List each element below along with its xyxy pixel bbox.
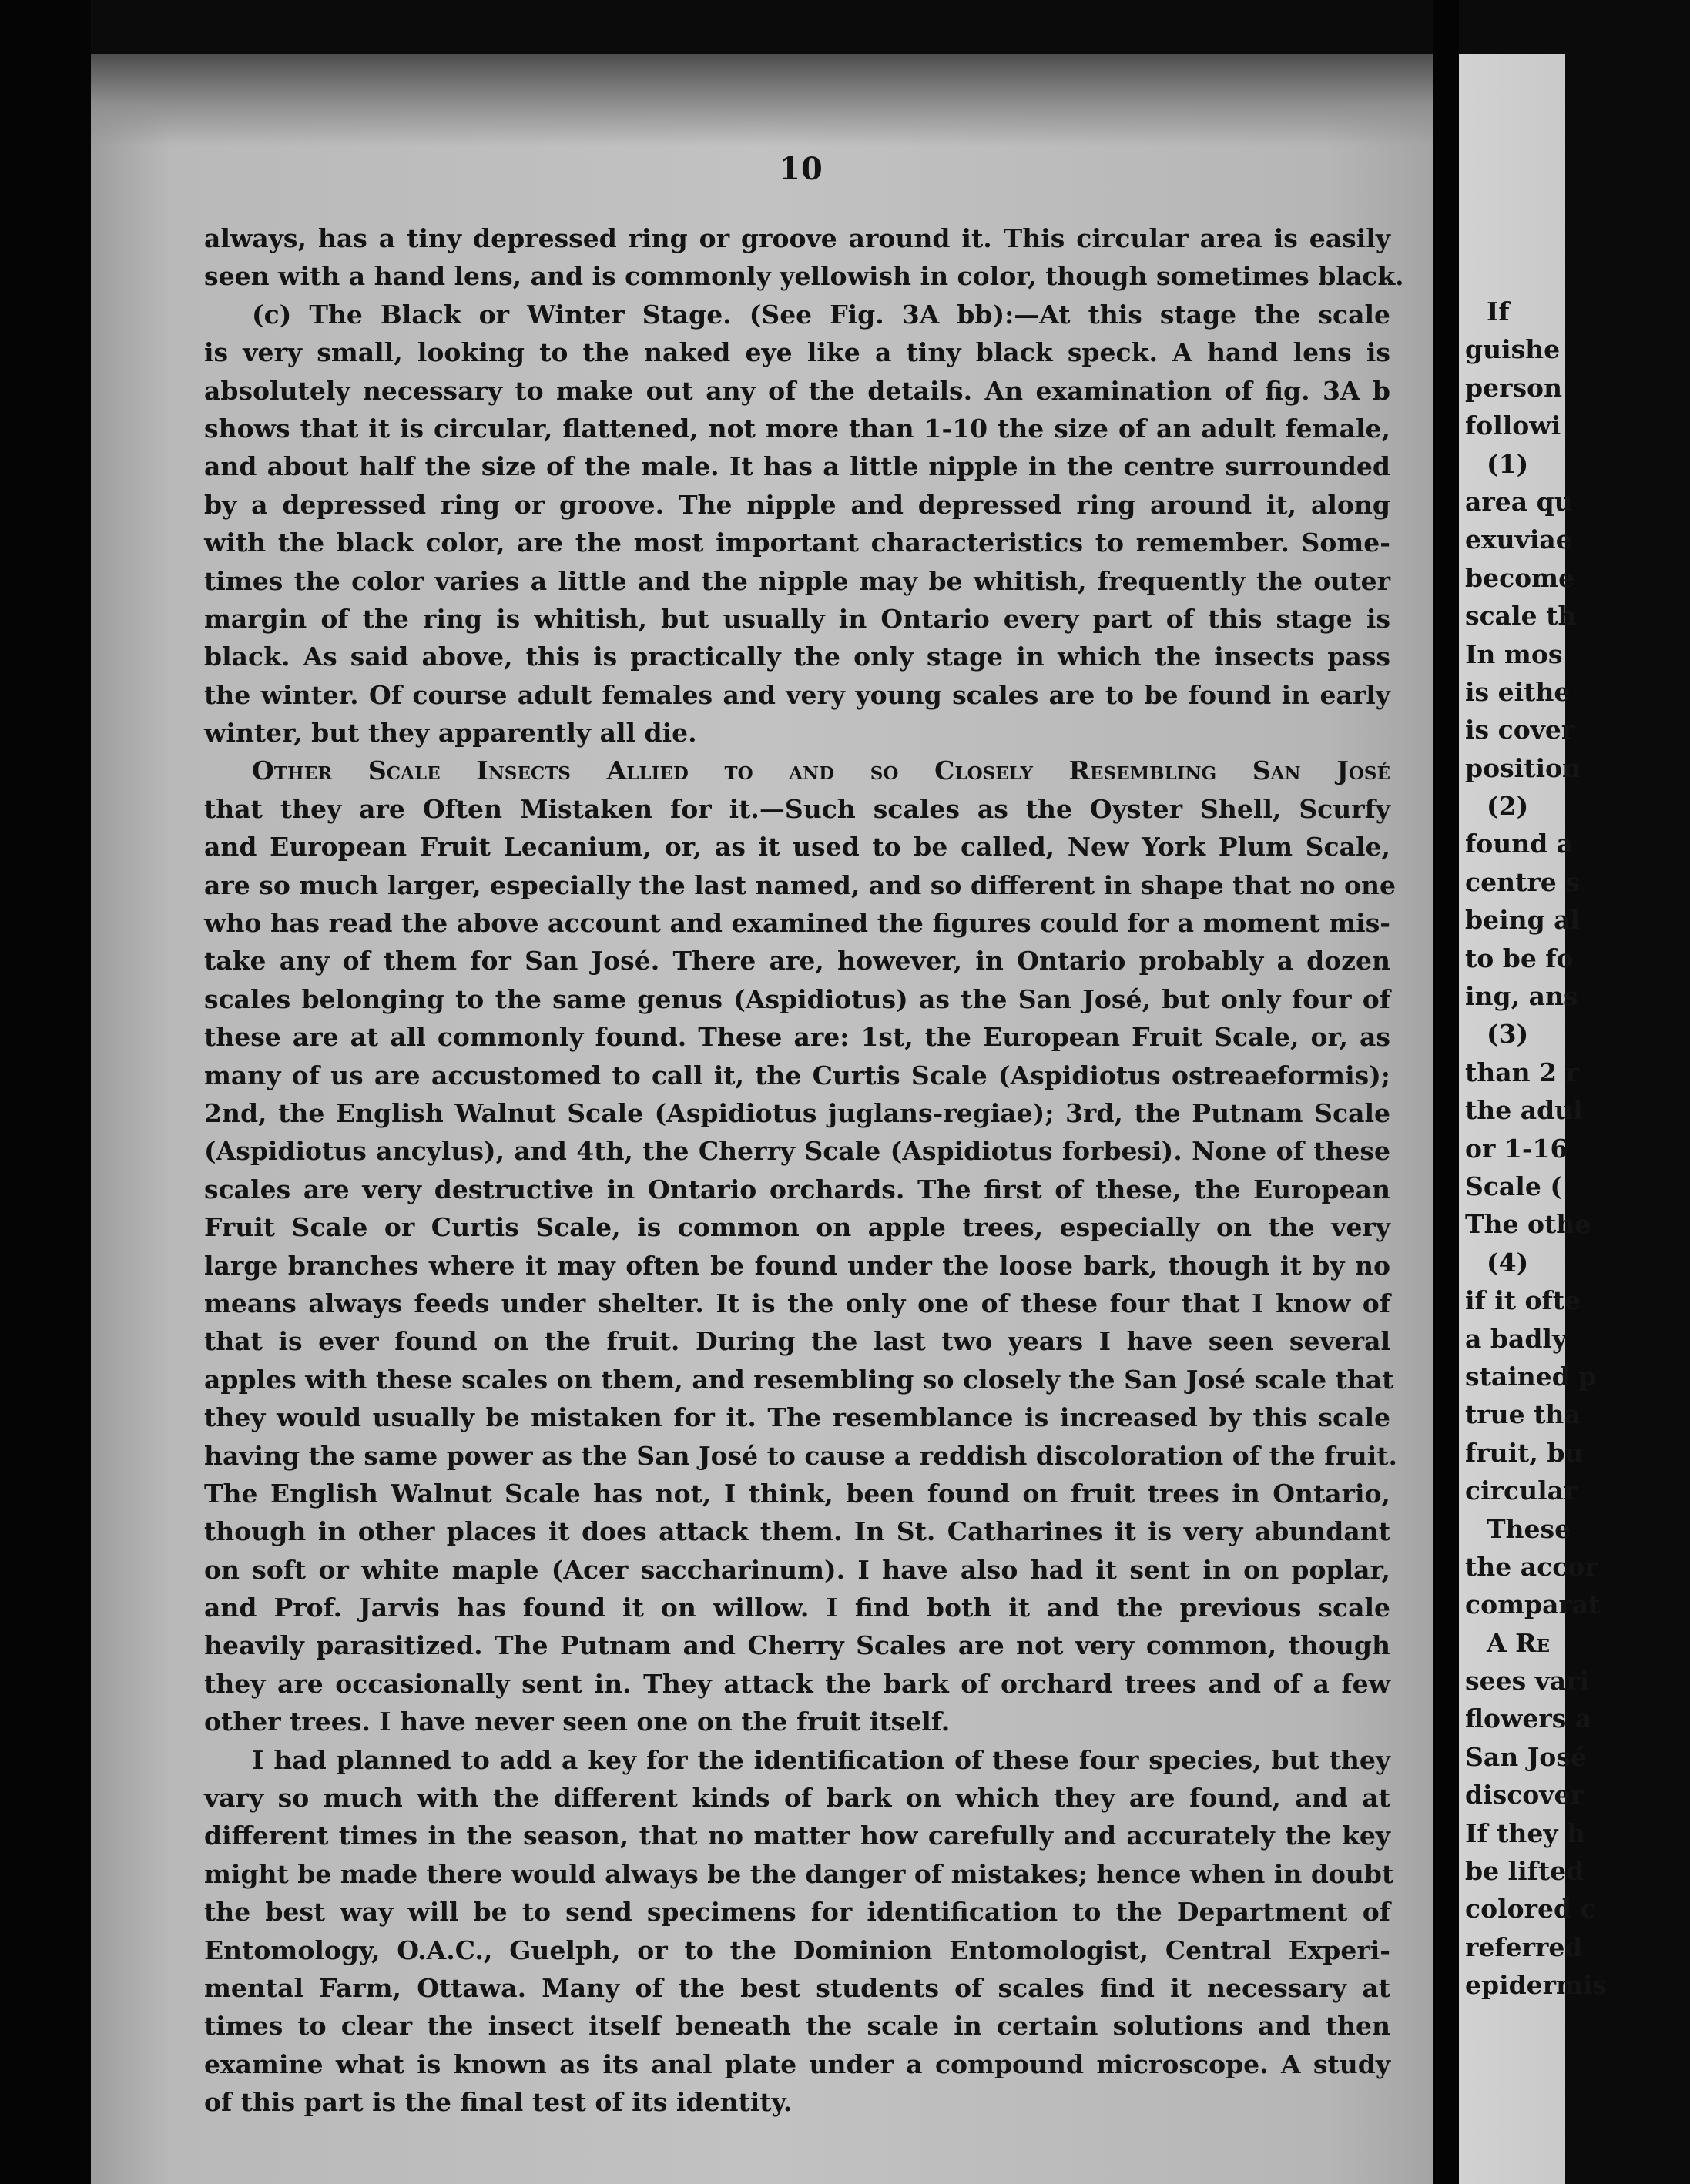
facing-text-fragment: (3): [1487, 1019, 1529, 1050]
text-line: of this part is the final test of its identity.: [204, 2087, 793, 2118]
facing-text-fragment: become: [1465, 562, 1575, 593]
facing-text-fragment: scale th: [1465, 601, 1577, 631]
text-line: and European Fruit Lecanium, or, as it used to be called, New York Plum Scale,: [204, 832, 1390, 863]
text-line: who has read the above account and examined the figures could for a moment mis-: [204, 908, 1390, 939]
text-line: means always feeds under shelter. It is the only one of these four that I know of: [204, 1288, 1390, 1318]
text-line: times the color varies a little and the nipple may be whitish, frequently the outer: [204, 565, 1390, 596]
section-heading-line: Other Scale Insects Allied to and so Closely Resembling San José: [252, 755, 1390, 786]
facing-text-fragment: ing, ans: [1465, 981, 1578, 1012]
facing-text-fragment: centre s: [1465, 866, 1580, 897]
facing-text-fragment: flowers a: [1465, 1703, 1592, 1734]
facing-text-fragment: found a: [1465, 829, 1574, 859]
text-line: I had planned to add a key for the identification of these four species, but they: [252, 1744, 1390, 1775]
text-line: and about half the size of the male. It has a little nipple in the centre surrounded: [204, 451, 1390, 482]
facing-page-fragment: [1459, 54, 1608, 2184]
text-line: that is ever found on the fruit. During the last two years I have seen several: [204, 1326, 1390, 1357]
page-number: 10: [779, 151, 823, 187]
text-line: though in other places it does attack them. In St. Catharines it is very abundant: [204, 1516, 1390, 1547]
facing-text-fragment: (2): [1487, 791, 1529, 822]
facing-text-fragment: the accor: [1465, 1551, 1598, 1582]
text-line: they would usually be mistaken for it. The resemblance is increased by this scale: [204, 1402, 1390, 1433]
facing-text-fragment: is eithe: [1465, 676, 1571, 707]
facing-text-fragment: (4): [1487, 1247, 1529, 1278]
facing-text-fragment: to be fo: [1465, 943, 1574, 973]
facing-text-fragment: true tha: [1465, 1399, 1581, 1430]
facing-text-fragment: person: [1465, 372, 1563, 403]
facing-text-fragment: is cover: [1465, 715, 1575, 745]
facing-text-fragment: the adul: [1465, 1095, 1583, 1126]
book-gutter: [1433, 0, 1459, 2184]
facing-text-fragment: circular: [1465, 1476, 1578, 1506]
text-line: that they are Often Mistaken for it.—Such scales as the Oyster Shell, Scurfy: [204, 793, 1390, 824]
text-line: are so much larger, especially the last named, and so different in shape that no one: [204, 869, 1397, 900]
text-line: winter, but they apparently all die.: [204, 718, 697, 749]
facing-text-fragment: If they h: [1465, 1817, 1586, 1848]
facing-text-fragment: be lifted: [1465, 1856, 1584, 1887]
facing-text-fragment: A Re: [1487, 1627, 1551, 1658]
facing-text-fragment: San José: [1465, 1741, 1587, 1772]
text-line: by a depressed ring or groove. The nipple and depressed ring around it, along: [204, 489, 1390, 520]
text-line: these are at all commonly found. These are: 1st, the European Fruit Scale, or, as: [204, 1022, 1390, 1053]
facing-text-fragment: discover: [1465, 1780, 1584, 1811]
text-line: seen with a hand lens, and is commonly yellowish in color, though sometimes black.: [204, 261, 1404, 292]
text-line: is very small, looking to the naked eye like a tiny black speck. A hand lens is: [204, 337, 1390, 368]
text-line: many of us are accustomed to call it, the Curtis Scale (Aspidiotus ostreaeformis);: [204, 1060, 1390, 1090]
page-top-shadow: [91, 54, 1433, 146]
facing-text-fragment: comparat: [1465, 1589, 1601, 1620]
left-scan-margin: [0, 0, 91, 2184]
text-line: black. As said above, this is practically the only stage in which the insects pass: [204, 641, 1390, 672]
text-line: margin of the ring is whitish, but usually in Ontario every part of this stage is: [204, 603, 1390, 634]
text-line: 2nd, the English Walnut Scale (Aspidiotus juglans-regiae); 3rd, the Putnam Scale: [204, 1097, 1390, 1128]
facing-text-fragment: These: [1487, 1513, 1571, 1544]
text-line: they are occasionally sent in. They attack the bark of orchard trees and of a few: [204, 1668, 1390, 1699]
facing-text-fragment: area qu: [1465, 486, 1573, 517]
facing-text-fragment: epidermis: [1465, 1970, 1608, 2001]
main-text-column: [204, 219, 1404, 2122]
text-line: (Aspidiotus ancylus), and 4th, the Cherry Scale (Aspidiotus forbesi). None of these: [204, 1136, 1390, 1167]
facing-text-fragment: referred: [1465, 1931, 1583, 1962]
facing-text-fragment: colored c: [1465, 1894, 1596, 1924]
text-line: examine what is known as its anal plate under a compound microscope. A study: [204, 2048, 1390, 2079]
text-line: on soft or white maple (Acer saccharinum). I have also had it sent in on poplar,: [204, 1554, 1390, 1585]
facing-text-fragment: a badly: [1465, 1323, 1568, 1354]
text-line: the winter. Of course adult females and very young scales are to be found in early: [204, 679, 1390, 710]
text-line: different times in the season, that no matter how carefully and accurately the key: [204, 1821, 1390, 1851]
text-line: shows that it is circular, flattened, not more than 1-10 the size of an adult female,: [204, 413, 1390, 444]
facing-text-fragment: exuviae: [1465, 524, 1572, 555]
text-line: absolutely necessary to make out any of the details. An examination of fig. 3A b: [204, 375, 1390, 406]
text-line: might be made there would always be the danger of mistakes; hence when in doubt: [204, 1858, 1394, 1889]
text-line: the best way will be to send specimens for identification to the Department of: [204, 1897, 1390, 1928]
facing-text-fragment: fruit, bu: [1465, 1437, 1584, 1468]
text-line: Fruit Scale or Curtis Scale, is common on apple trees, especially on the very: [204, 1212, 1390, 1243]
text-line: mental Farm, Ottawa. Many of the best students of scales find it necessary at: [204, 1972, 1390, 2003]
text-line: scales belonging to the same genus (Aspidiotus) as the San José, but only four of: [204, 983, 1390, 1014]
facing-text-fragment: position: [1465, 752, 1581, 783]
text-line: always, has a tiny depressed ring or groove around it. This circular area is easily: [204, 223, 1390, 253]
text-line: and Prof. Jarvis has found it on willow. I find both it and the previous scale: [204, 1593, 1390, 1623]
facing-text-fragment: if it ofte: [1465, 1285, 1581, 1316]
facing-text-fragment: followi: [1465, 410, 1561, 441]
text-line: with the black color, are the most important characteristics to remember. Some-: [204, 528, 1390, 558]
facing-text-fragment: sees vari: [1465, 1666, 1590, 1697]
text-line: large branches where it may often be found under the loose bark, though it by no: [204, 1250, 1390, 1281]
text-line: apples with these scales on them, and resembling so closely the San José scale that: [204, 1364, 1394, 1395]
text-line: having the same power as the San José to cause a reddish discoloration of the fruit.: [204, 1440, 1398, 1471]
facing-text-fragment: In mos: [1465, 638, 1563, 669]
facing-text-fragment: guishe: [1465, 334, 1561, 365]
facing-text-fragment: than 2 r: [1465, 1057, 1579, 1087]
text-line: (c) The Black or Winter Stage. (See Fig. 3A bb):—At this stage the scale: [252, 299, 1390, 330]
facing-text-fragment: or 1-16: [1465, 1133, 1568, 1164]
text-line: take any of them for San José. There are, however, in Ontario probably a dozen: [204, 946, 1390, 976]
facing-text-fragment: Scale (: [1465, 1171, 1562, 1201]
text-line: scales are very destructive in Ontario orchards. The first of these, the European: [204, 1174, 1390, 1204]
facing-text-fragment: If: [1487, 296, 1510, 327]
text-line: other trees. I have never seen one on the fruit itself.: [204, 1707, 951, 1737]
facing-text-fragment: being al: [1465, 905, 1581, 936]
facing-text-fragment: The othe: [1465, 1209, 1591, 1240]
facing-text-fragment: (1): [1487, 448, 1529, 479]
text-line: vary so much with the different kinds of bark on which they are found, and at: [204, 1783, 1390, 1814]
text-line: The English Walnut Scale has not, I think, been found on fruit trees in Ontario,: [204, 1478, 1390, 1509]
text-line: Entomology, O.A.C., Guelph, or to the Dominion Entomologist, Central Experi-: [204, 1934, 1390, 1965]
facing-text-fragment: stained p: [1465, 1361, 1597, 1392]
text-line: heavily parasitized. The Putnam and Cherry Scales are not very common, though: [204, 1630, 1390, 1661]
text-line: times to clear the insect itself beneath the scale in certain solutions and then: [204, 2011, 1390, 2042]
